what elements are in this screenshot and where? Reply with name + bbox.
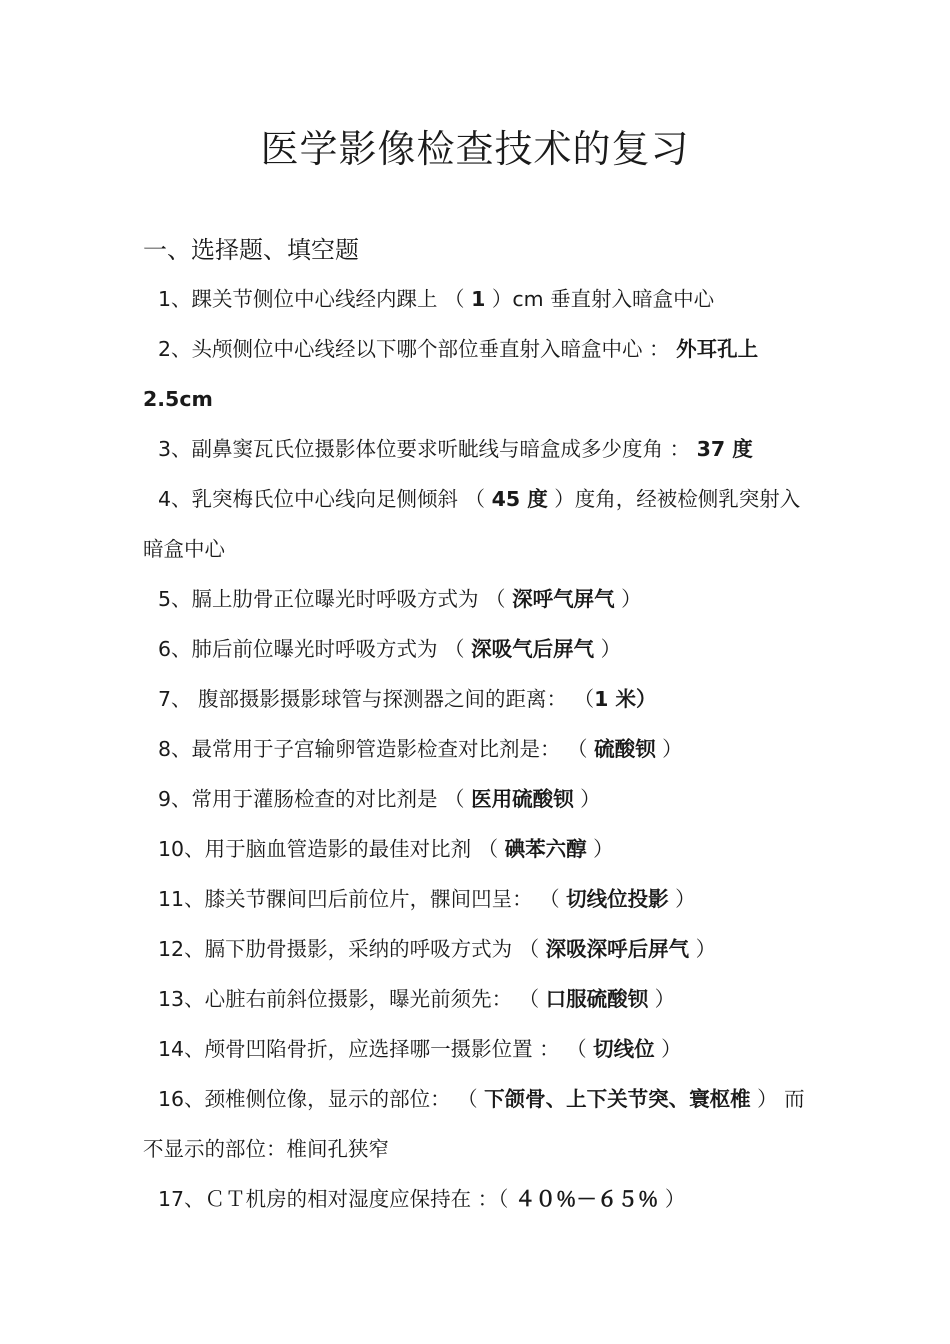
question-5 (143, 574, 813, 624)
question-text: ） (573, 787, 601, 811)
question-answer: ４０％－６５％ (514, 1187, 659, 1211)
question-answer: 碘苯六醇 (504, 837, 587, 861)
question-answer: 1 (471, 287, 486, 311)
question-6 (143, 624, 813, 674)
section-heading: 一、选择题、填空题 (143, 236, 359, 264)
question-12 (143, 924, 813, 974)
page-title: 医学影像检查技术的复习 (260, 127, 690, 171)
question-1 (143, 274, 813, 324)
question-answer: 切线位投影 (566, 887, 669, 911)
question-11 (143, 874, 813, 924)
question-answer: 深吸深呼后屏气 (545, 937, 690, 961)
question-text: ） (648, 987, 676, 1011)
question-text: 1、踝关节侧位中心线经内踝上 （ (158, 287, 472, 311)
question-text: 16、颈椎侧位像，显示的部位： （ (158, 1087, 485, 1111)
question-text: ） (668, 887, 696, 911)
question-text: ） (614, 587, 642, 611)
question-answer: 下颌骨、上下关节突、寰枢椎 (484, 1087, 751, 1111)
question-answer: 切线位 (593, 1037, 655, 1061)
question-text: ） (586, 837, 614, 861)
question-text: 12、膈下肋骨摄影，采纳的呼吸方式为 （ (158, 937, 546, 961)
question-answer: 口服硫酸钡 (545, 987, 649, 1011)
question-text: ） (658, 1187, 686, 1211)
question-9 (143, 774, 813, 824)
question-answer: 医用硫酸钡 (471, 787, 574, 811)
question-text: ） (654, 1037, 682, 1061)
question-answer: 1 米） (594, 687, 657, 711)
question-text: 13、心脏右前斜位摄影，曝光前须先： （ (158, 987, 546, 1011)
question-text: 4、乳突梅氏位中心线向足侧倾斜 （ (158, 487, 492, 511)
question-text: ） 而不显示的部位：椎间孔狭窄 (143, 1087, 805, 1161)
question-13 (143, 974, 813, 1024)
question-text: ）cm 垂直射入暗盒中心 (485, 287, 715, 311)
question-answer: 硫酸钡 (594, 737, 656, 761)
question-answer: 深吸气后屏气 (471, 637, 595, 661)
question-text: 8、最常用于子宫输卵管造影检查对比剂是： （ (158, 737, 595, 761)
question-text: 11、膝关节髁间凹后前位片，髁间凹呈： （ (158, 887, 567, 911)
question-text: ） (594, 637, 622, 661)
question-text: ） (689, 937, 717, 961)
question-text: 9、常用于灌肠检查的对比剂是 （ (158, 787, 472, 811)
question-text: 10、用于脑血管造影的最佳对比剂 （ (158, 837, 505, 861)
question-text: ）度角，经被检侧乳突射入暗盒中心 (143, 487, 801, 561)
question-answer: 45 度 (491, 487, 548, 511)
question-text: 5、膈上肋骨正位曝光时呼吸方式为 （ (158, 587, 513, 611)
question-answer: 深呼气屏气 (512, 587, 615, 611)
question-text: 2、头颅侧位中心线经以下哪个部位垂直射入暗盒中心 ： (158, 337, 670, 361)
question-8 (143, 724, 813, 774)
question-text: 14、颅骨凹陷骨折，应选择哪一摄影位置 ： （ (158, 1037, 594, 1061)
question-text: 3、副鼻窦瓦氏位摄影体位要求听眦线与暗盒成多少度角 ： (158, 437, 691, 461)
question-14 (143, 1024, 813, 1074)
question-text: 17、ＣＴ机房的相对湿度应保持在 ：（ (158, 1187, 515, 1211)
question-answer: 37 度 (696, 437, 753, 461)
question-4 (143, 474, 813, 574)
question-2 (143, 324, 813, 424)
question-16 (143, 1074, 813, 1174)
question-3 (143, 424, 813, 474)
question-7 (143, 674, 813, 724)
question-text: 7、 腹部摄影摄影球管与探测器之间的距离： （ (158, 687, 595, 711)
question-answer: 外耳孔上 2.5cm (143, 337, 759, 411)
question-10 (143, 824, 813, 874)
question-text: 6、肺后前位曝光时呼吸方式为 （ (158, 637, 472, 661)
question-17 (143, 1174, 813, 1224)
question-text: ） (655, 737, 683, 761)
